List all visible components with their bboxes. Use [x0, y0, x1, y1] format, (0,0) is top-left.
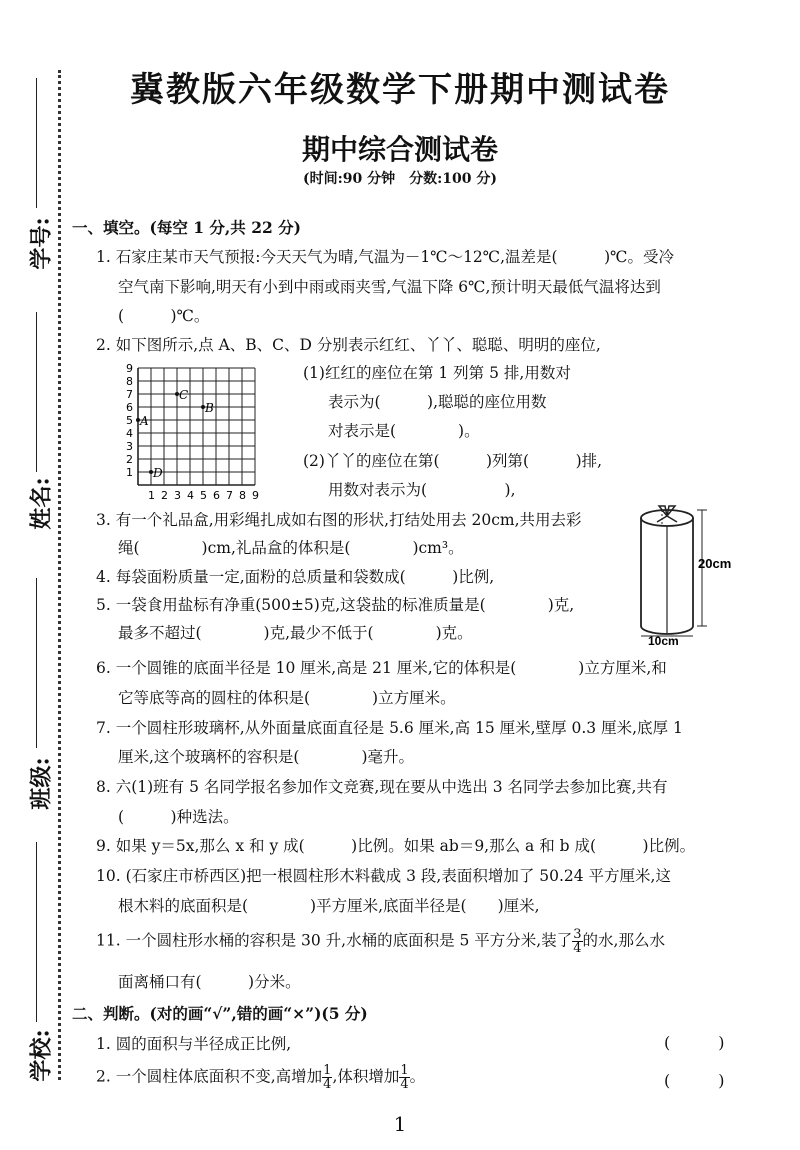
diameter-label: 10cm [648, 634, 679, 646]
q11-text-after: 的水,那么水 [582, 931, 665, 950]
judge-q1-answer[interactable]: ( ) [664, 1033, 725, 1052]
grid-point-label-c: C [179, 388, 189, 402]
judge-q1: 1. 圆的面积与半径成正比例, [96, 1035, 292, 1053]
q8-line1: 8. 六(1)班有 5 名同学报名参加作文竞赛,现在要从中选出 3 名同学去参加比赛,共有 [96, 778, 668, 796]
name-label: 姓名: [28, 477, 55, 530]
q1-line2: 空气南下影响,明天有小到中雨或雨夹雪,气温下降 6℃,预计明天最低气温将达到 [118, 278, 661, 296]
grid-y-tick: 3 [126, 440, 133, 453]
q5-line1: 5. 一袋食用盐标有净重(500±5)克,这袋盐的标准质量是( )克, [96, 596, 575, 614]
q11-frac-num: 3 [573, 927, 582, 942]
q1-line3: ( )℃。 [118, 307, 210, 325]
q10-line2: 根木料的底面积是( )平方厘米,底面半径是( )厘米, [118, 897, 540, 915]
q11-fraction [572, 928, 582, 955]
section1-heading: 一、填空。(每空 1 分,共 22 分) [72, 218, 302, 237]
q3-line2: 绳( )cm,礼品盒的体积是( )cm³。 [118, 539, 464, 557]
grid-point-label-b: B [205, 401, 214, 415]
q6-line1: 6. 一个圆锥的底面半径是 10 厘米,高是 21 厘米,它的体积是( )立方厘米,和 [96, 659, 667, 677]
q2-line1: 2. 如下图所示,点 A、B、C、D 分别表示红红、丫丫、聪聪、明明的座位, [96, 336, 601, 354]
grid-y-tick: 5 [126, 414, 133, 427]
q2-sub1-line3: 对表示是( )。 [328, 422, 480, 440]
judge-q2-text-b: ,体积增加 [332, 1067, 400, 1086]
grid-point-label-a: A [140, 414, 149, 428]
grid-x-tick: 7 [226, 489, 233, 500]
seat-grid-figure [116, 360, 266, 500]
q1-line1: 1. 石家庄某市天气预报:今天天气为晴,气温为－1℃～12℃,温差是( )℃。受冷 [96, 248, 674, 266]
q11-line1 [96, 928, 665, 955]
binding-dotted-line [58, 70, 61, 1080]
grid-y-tick: 4 [126, 427, 133, 440]
q11-line2: 面离桶口有( )分米。 [118, 973, 301, 991]
q2-sub2-line2: 用数对表示为( ), [328, 481, 516, 499]
q9-line: 9. 如果 y＝5x,那么 x 和 y 成( )比例。如果 ab＝9,那么 a 和 b 成( )比例。 [96, 837, 696, 855]
grid-y-tick: 7 [126, 388, 133, 401]
q2-sub1-line2: 表示为( ),聪聪的座位用数 [328, 393, 547, 411]
judge-q2-text-c: 。 [409, 1067, 426, 1086]
q7-line2: 厘米,这个玻璃杯的容积是( )毫升。 [118, 748, 415, 766]
grid-y-tick: 8 [126, 375, 133, 388]
page-title: 冀教版六年级数学下册期中测试卷 [130, 70, 670, 110]
grid-y-tick: 9 [126, 362, 133, 375]
grid-x-tick: 2 [161, 489, 168, 500]
school-line[interactable] [36, 842, 37, 1022]
grid-x-tick: 3 [174, 489, 181, 500]
grid-x-tick: 5 [200, 489, 207, 500]
class-line[interactable] [36, 578, 37, 748]
grid-y-tick: 6 [126, 401, 133, 414]
judge-q2-fraction-1: $\frac{1}{4}$ [323, 1063, 332, 1092]
section2-heading: 二、判断。(对的画“√”,错的画“×”)(5 分) [72, 1004, 368, 1023]
school-label: 学校: [28, 1029, 55, 1082]
grid-x-tick: 6 [213, 489, 220, 500]
q11-text-before: 11. 一个圆柱形水桶的容积是 30 升,水桶的底面积是 5 平方分米,装了 [96, 931, 573, 950]
gift-box-cylinder-figure [622, 496, 742, 646]
grid-y-tick: 2 [126, 453, 133, 466]
judge-q2-text-a: 2. 一个圆柱体底面积不变,高增加 [96, 1067, 323, 1086]
judge-q2-fraction-2: $\frac{1}{4}$ [400, 1063, 409, 1092]
grid-x-tick: 1 [148, 489, 155, 500]
q6-line2: 它等底等高的圆柱的体积是( )立方厘米。 [118, 689, 456, 707]
ribbon-bow-icon [657, 506, 677, 522]
q2-sub1-line1: (1)红红的座位在第 1 列第 5 排,用数对 [303, 364, 571, 382]
q2-sub2-line1: (2)丫丫的座位在第( )列第( )排, [303, 452, 603, 470]
height-label: 20cm [698, 556, 732, 571]
grid-x-tick: 9 [252, 489, 259, 500]
judge-q2 [96, 1064, 425, 1091]
student-id-label: 学号: [28, 217, 55, 270]
q11-frac-den: 4 [573, 941, 582, 956]
grid-point-label-d: D [153, 466, 163, 480]
q5-line2: 最多不超过( )克,最少不低于( )克。 [118, 624, 473, 642]
grid-x-tick: 8 [239, 489, 246, 500]
class-label: 班级: [28, 757, 55, 810]
grid-x-tick: 4 [187, 489, 194, 500]
q4-line: 4. 每袋面粉质量一定,面粉的总质量和袋数成( )比例, [96, 568, 495, 586]
q10-line1: 10. (石家庄市桥西区)把一根圆柱形木料截成 3 段,表面积增加了 50.24 平方厘米,这 [96, 867, 671, 885]
page-number: 1 [393, 1112, 407, 1136]
q8-line2: ( )种选法。 [118, 808, 239, 826]
exam-time-info: (时间:90 分钟 分数:100 分) [302, 171, 498, 187]
page-subtitle: 期中综合测试卷 [301, 133, 498, 166]
q7-line1: 7. 一个圆柱形玻璃杯,从外面量底面直径是 5.6 厘米,高 15 厘米,壁厚 0.3 厘米,底厚 1 [96, 719, 683, 737]
judge-q2-answer[interactable]: ( ) [664, 1071, 725, 1090]
name-line[interactable] [36, 312, 37, 472]
grid-y-tick: 1 [126, 466, 133, 479]
q3-line1: 3. 有一个礼品盒,用彩绳扎成如右图的形状,打结处用去 20cm,共用去彩 [96, 511, 582, 529]
